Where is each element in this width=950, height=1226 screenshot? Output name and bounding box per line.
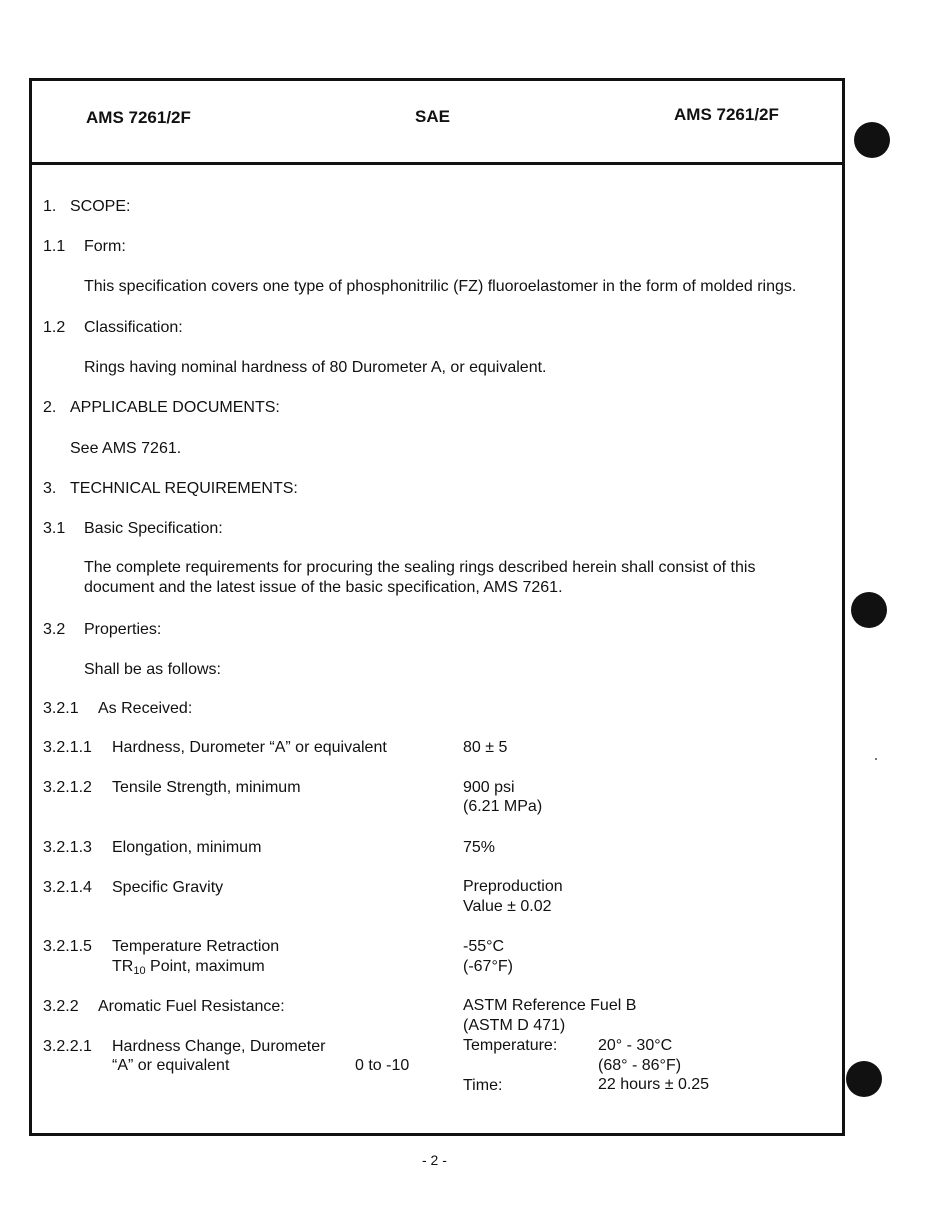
property-temp-retraction-label-line1: Temperature Retraction xyxy=(112,938,280,955)
property-specific-gravity-value-line1: Preproduction xyxy=(463,878,563,895)
property-specific-gravity-value-line2: Value ± 0.02 xyxy=(463,898,552,915)
section-3-1-number: 3.1 xyxy=(43,520,66,537)
section-3-number: 3. xyxy=(43,480,57,497)
header-center-org: SAE xyxy=(415,107,450,126)
fuel-reference-line1: ASTM Reference Fuel B xyxy=(463,997,637,1014)
header-left-code: AMS 7261/2F xyxy=(86,108,191,127)
page-border xyxy=(29,78,845,1136)
section-1-1-title: Form: xyxy=(84,238,126,255)
section-2-number: 2. xyxy=(43,399,57,416)
hardness-change-label-line2: “A” or equivalent xyxy=(112,1057,230,1074)
section-3-title: TECHNICAL REQUIREMENTS: xyxy=(70,480,298,497)
property-hardness-label: Hardness, Durometer “A” or equivalent xyxy=(112,739,387,756)
section-2-title: APPLICABLE DOCUMENTS: xyxy=(70,399,280,416)
section-3-1-title: Basic Specification: xyxy=(84,520,223,537)
property-hardness-number: 3.2.1.1 xyxy=(43,739,92,756)
section-1-title: SCOPE: xyxy=(70,198,131,215)
section-3-2-1-title: As Received: xyxy=(98,700,193,717)
header-right-code: AMS 7261/2F xyxy=(674,105,779,124)
property-temp-retraction-number: 3.2.1.5 xyxy=(43,938,92,955)
property-temp-retraction-label-line2: $TR_{10}$ Point, maximum xyxy=(112,958,265,977)
section-3-2-title: Properties: xyxy=(84,621,162,638)
header-divider xyxy=(29,162,845,165)
section-1-2-number: 1.2 xyxy=(43,319,66,336)
section-3-1-body-line2: document and the latest issue of the basic specification, AMS 7261. xyxy=(84,579,563,596)
hardness-change-label-line1: Hardness Change, Durometer xyxy=(112,1038,326,1055)
property-temp-retraction-value-line2: (-67°F) xyxy=(463,958,513,975)
section-1-1-body: This specification covers one type of phosphonitrilic (FZ) fluoroelastomer in the form of molded rings. xyxy=(84,278,797,295)
section-3-2-number: 3.2 xyxy=(43,621,66,638)
property-temp-retraction-value-line1: -55°C xyxy=(463,938,505,955)
page-number: - 2 - xyxy=(422,1152,447,1168)
section-1-2-title: Classification: xyxy=(84,319,183,336)
property-elongation-number: 3.2.1.3 xyxy=(43,839,92,856)
property-tensile-label: Tensile Strength, minimum xyxy=(112,779,301,796)
test-temperature-label: Temperature: xyxy=(463,1037,558,1054)
section-2-body: See AMS 7261. xyxy=(70,440,182,457)
change-bar-bullet xyxy=(846,1061,882,1097)
property-elongation-label: Elongation, minimum xyxy=(112,839,262,856)
section-1-1-number: 1.1 xyxy=(43,238,66,255)
section-3-2-body: Shall be as follows: xyxy=(84,661,221,678)
test-time-value: 22 hours ± 0.25 xyxy=(598,1076,710,1093)
property-tensile-value-line1: 900 psi xyxy=(463,779,515,796)
fuel-resistance-number: 3.2.2 xyxy=(43,998,79,1015)
section-1-2-body: Rings having nominal hardness of 80 Durometer A, or equivalent. xyxy=(84,359,547,376)
hardness-change-number: 3.2.2.1 xyxy=(43,1038,92,1055)
scan-speck xyxy=(875,758,877,760)
property-tensile-number: 3.2.1.2 xyxy=(43,779,92,796)
property-tensile-value-line2: (6.21 MPa) xyxy=(463,798,543,815)
hardness-change-value: 0 to -10 xyxy=(355,1057,410,1074)
test-temperature-value-line2: (68° - 86°F) xyxy=(598,1057,682,1074)
change-bar-bullet xyxy=(851,592,887,628)
property-hardness-value: 80 ± 5 xyxy=(463,739,508,756)
fuel-resistance-title: Aromatic Fuel Resistance: xyxy=(98,998,285,1015)
section-1-number: 1. xyxy=(43,198,57,215)
fuel-reference-line2: (ASTM D 471) xyxy=(463,1017,566,1034)
property-elongation-value: 75% xyxy=(463,839,496,856)
section-3-1-body-line1: The complete requirements for procuring the sealing rings described herein shall consist of this xyxy=(84,559,756,576)
property-specific-gravity-label: Specific Gravity xyxy=(112,879,224,896)
test-temperature-value-line1: 20° - 30°C xyxy=(598,1037,673,1054)
property-specific-gravity-number: 3.2.1.4 xyxy=(43,879,92,896)
section-3-2-1-number: 3.2.1 xyxy=(43,700,79,717)
test-time-label: Time: xyxy=(463,1077,503,1094)
change-bar-bullet xyxy=(854,122,890,158)
